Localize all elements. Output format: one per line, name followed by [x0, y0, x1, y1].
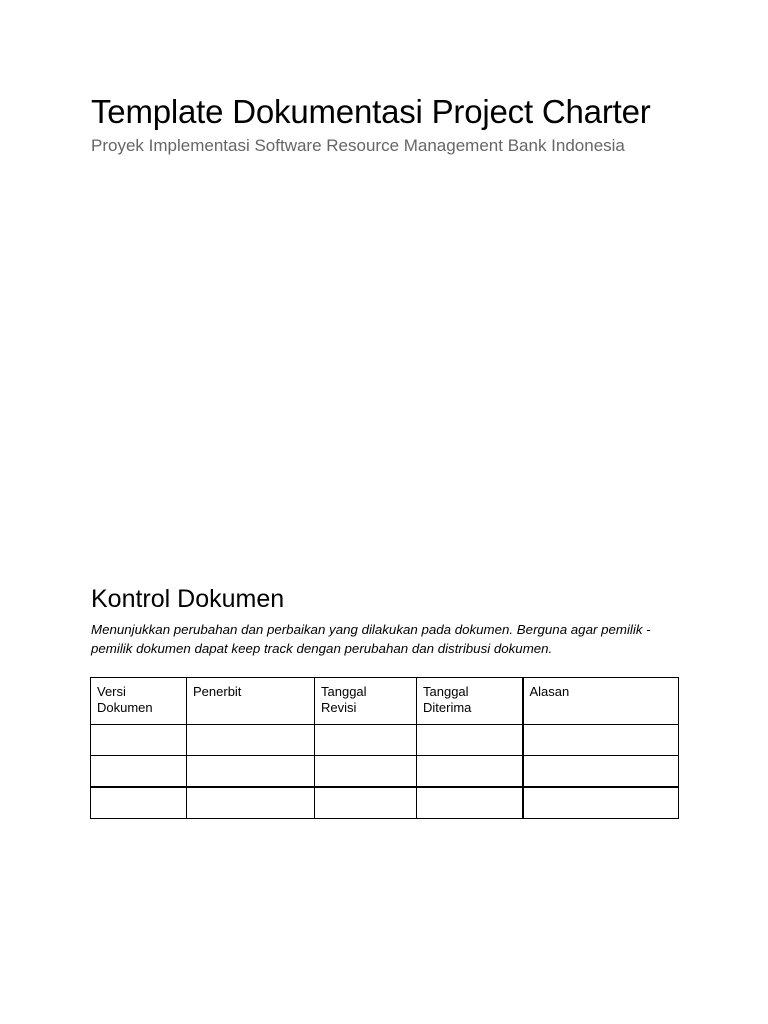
header-tanggal-revisi: Tanggal Revisi: [315, 678, 417, 725]
table-row: [91, 787, 679, 819]
table-cell[interactable]: [187, 756, 315, 788]
header-penerbit: Penerbit: [187, 678, 315, 725]
table-cell[interactable]: [315, 725, 417, 756]
table-cell[interactable]: [523, 787, 679, 819]
table-cell[interactable]: [187, 725, 315, 756]
table-cell[interactable]: [417, 756, 523, 788]
table-cell[interactable]: [187, 787, 315, 819]
table-cell[interactable]: [91, 725, 187, 756]
document-title: Template Dokumentasi Project Charter: [91, 93, 651, 130]
table-cell[interactable]: [523, 756, 679, 788]
header-tanggal-diterima: Tanggal Diterima: [417, 678, 523, 725]
header-versi-dokumen: Versi Dokumen: [91, 678, 187, 725]
table-cell[interactable]: [417, 725, 523, 756]
table-cell[interactable]: [315, 787, 417, 819]
table-row: [91, 756, 679, 788]
table-header-row: [91, 678, 679, 725]
document-subtitle: Proyek Implementasi Software Resource Management Bank Indonesia: [91, 136, 625, 155]
table-cell[interactable]: [91, 787, 187, 819]
table-row: [91, 725, 679, 756]
table-cell[interactable]: [315, 756, 417, 788]
document-control-table: [90, 677, 679, 819]
table-cell[interactable]: [417, 787, 523, 819]
table-cell[interactable]: [91, 756, 187, 788]
section-heading: Kontrol Dokumen: [91, 585, 285, 613]
section-intro: Menunjukkan perubahan dan perbaikan yang dilakukan pada dokumen. Berguna agar pemilik - pemilik dokumen dapat keep track dengan perubahan dan distribusi dokumen.: [91, 622, 651, 656]
table-cell[interactable]: [523, 725, 679, 756]
header-alasan: Alasan: [523, 678, 679, 725]
